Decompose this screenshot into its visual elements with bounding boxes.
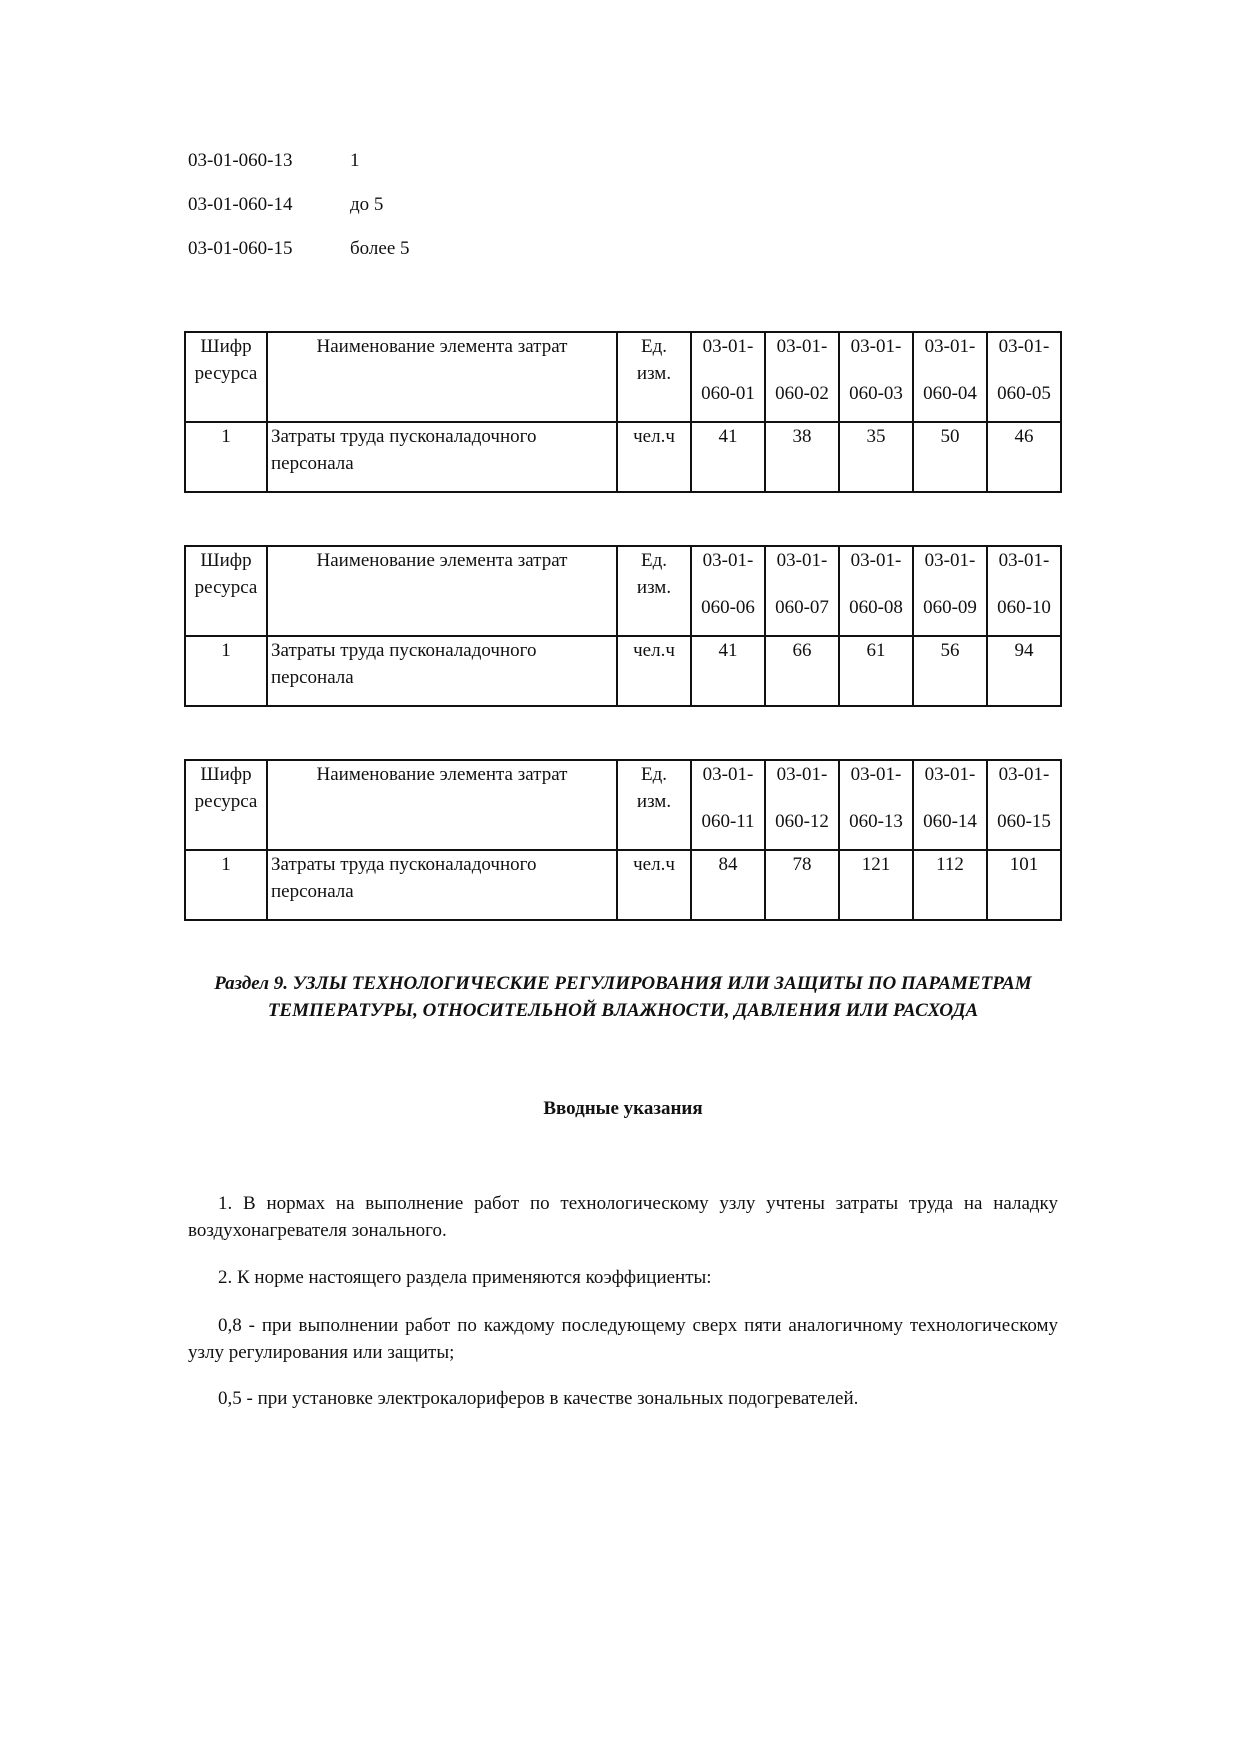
- header-shifr: Шифр ресурса: [185, 546, 267, 636]
- header-shifr: Шифр ресурса: [185, 332, 267, 422]
- table-header-row: [185, 332, 1061, 422]
- table-row: [185, 850, 1061, 920]
- row-value: 46: [987, 422, 1061, 492]
- code-list-item: [188, 194, 410, 238]
- header-code: 03-01- 060-09: [913, 546, 987, 636]
- row-unit: чел.ч: [617, 636, 691, 706]
- header-code: 03-01- 060-07: [765, 546, 839, 636]
- header-code: 03-01- 060-12: [765, 760, 839, 850]
- row-num: 1: [185, 850, 267, 920]
- row-value: 41: [691, 636, 765, 706]
- row-value: 112: [913, 850, 987, 920]
- paragraph: 1. В нормах на выполнение работ по технологическому узлу учтены затраты труда на наладку воздухонагревателя зонального.: [188, 1193, 1058, 1241]
- row-value: 66: [765, 636, 839, 706]
- row-value: 41: [691, 422, 765, 492]
- row-value: 50: [913, 422, 987, 492]
- table-row: [185, 422, 1061, 492]
- header-name: Наименование элемента затрат: [267, 546, 617, 636]
- norm-table-3: [184, 759, 1062, 921]
- paragraph: 0,8 - при выполнении работ по каждому последующему сверх пяти аналогичному технологическому узлу регулирования или защиты;: [188, 1315, 1058, 1363]
- table-header-row: [185, 760, 1061, 850]
- header-code: 03-01- 060-03: [839, 332, 913, 422]
- code-value: более 5: [350, 238, 410, 259]
- section-title: Раздел 9. УЗЛЫ ТЕХНОЛОГИЧЕСКИЕ РЕГУЛИРОВАНИЯ ИЛИ ЗАЩИТЫ ПО ПАРАМЕТРАМ ТЕМПЕРАТУРЫ, ОТНОСИТЕЛЬНОЙ ВЛАЖНОСТИ, ДАВЛЕНИЯ ИЛИ РАСХОДА: [214, 973, 1032, 1021]
- row-num: 1: [185, 422, 267, 492]
- row-unit: чел.ч: [617, 850, 691, 920]
- header-code: 03-01- 060-14: [913, 760, 987, 850]
- header-shifr: Шифр ресурса: [185, 760, 267, 850]
- row-value: 38: [765, 422, 839, 492]
- row-name: Затраты труда пусконаладочного персонала: [267, 636, 617, 706]
- row-value: 56: [913, 636, 987, 706]
- paragraph: 0,5 - при установке электрокалориферов в качестве зональных подогревателей.: [218, 1388, 859, 1409]
- code: 03-01-060-15: [188, 238, 293, 259]
- code: 03-01-060-14: [188, 194, 293, 215]
- header-code: 03-01- 060-06: [691, 546, 765, 636]
- code-value: до 5: [350, 194, 384, 215]
- header-unit: Ед. изм.: [617, 332, 691, 422]
- row-value: 78: [765, 850, 839, 920]
- header-code: 03-01- 060-15: [987, 760, 1061, 850]
- row-value: 35: [839, 422, 913, 492]
- header-code: 03-01- 060-02: [765, 332, 839, 422]
- header-unit: Ед. изм.: [617, 546, 691, 636]
- table-header-row: [185, 546, 1061, 636]
- code: 03-01-060-13: [188, 150, 293, 171]
- row-value: 121: [839, 850, 913, 920]
- norm-table-2: [184, 545, 1062, 707]
- row-value: 94: [987, 636, 1061, 706]
- row-value: 84: [691, 850, 765, 920]
- header-code: 03-01- 060-04: [913, 332, 987, 422]
- table-row: [185, 636, 1061, 706]
- code-list: [188, 150, 410, 282]
- norm-table-1: [184, 331, 1062, 493]
- header-code: 03-01- 060-08: [839, 546, 913, 636]
- row-num: 1: [185, 636, 267, 706]
- header-code: 03-01- 060-11: [691, 760, 765, 850]
- section-subtitle: Вводные указания: [543, 1098, 703, 1119]
- header-code: 03-01- 060-01: [691, 332, 765, 422]
- row-name: Затраты труда пусконаладочного персонала: [267, 422, 617, 492]
- header-unit: Ед. изм.: [617, 760, 691, 850]
- header-name: Наименование элемента затрат: [267, 332, 617, 422]
- code-list-item: [188, 238, 410, 282]
- row-value: 61: [839, 636, 913, 706]
- code-list-item: [188, 150, 410, 194]
- row-name: Затраты труда пусконаладочного персонала: [267, 850, 617, 920]
- header-name: Наименование элемента затрат: [267, 760, 617, 850]
- code-value: 1: [350, 150, 360, 171]
- row-value: 101: [987, 850, 1061, 920]
- row-unit: чел.ч: [617, 422, 691, 492]
- header-code: 03-01- 060-05: [987, 332, 1061, 422]
- header-code: 03-01- 060-10: [987, 546, 1061, 636]
- header-code: 03-01- 060-13: [839, 760, 913, 850]
- paragraph: 2. К норме настоящего раздела применяются коэффициенты:: [218, 1267, 712, 1288]
